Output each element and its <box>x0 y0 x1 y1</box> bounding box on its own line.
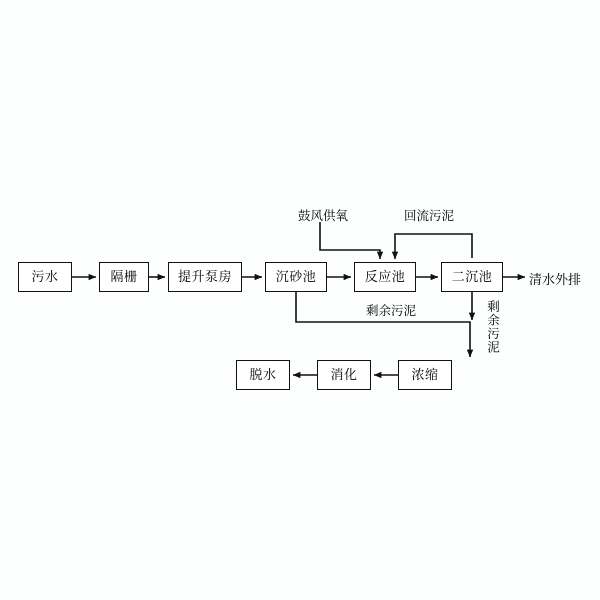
node-reaction-tank[interactable] <box>354 262 416 292</box>
node-label: 浓缩 <box>411 367 439 383</box>
node-label: 消化 <box>330 367 358 383</box>
edge-label-return-sludge: 回流污泥 <box>404 208 455 223</box>
edge-label-blower-air: 鼓风供氧 <box>298 208 349 223</box>
node-secondary-clarifier[interactable] <box>441 262 503 292</box>
node-grit-chamber[interactable] <box>265 262 327 292</box>
output-label-clean-water: 清水外排 <box>529 273 582 288</box>
node-pump-house[interactable] <box>168 262 242 292</box>
node-dewatering[interactable] <box>236 360 290 390</box>
node-label: 隔栅 <box>110 269 138 285</box>
node-label: 反应池 <box>364 269 406 285</box>
node-label: 脱水 <box>249 367 277 383</box>
node-label: 提升泵房 <box>177 269 232 285</box>
edge-label-excess-sludge: 剩余污泥 <box>366 303 417 318</box>
node-label: 二沉池 <box>451 269 493 285</box>
node-label: 沉砂池 <box>275 269 317 285</box>
node-label: 污水 <box>31 269 59 285</box>
node-digestion[interactable] <box>317 360 371 390</box>
node-grille[interactable] <box>99 262 149 292</box>
node-sewage[interactable] <box>18 262 72 292</box>
node-thickening[interactable] <box>398 360 452 390</box>
edge-label-excess-sludge-vertical: 剩余污泥 <box>485 300 501 354</box>
